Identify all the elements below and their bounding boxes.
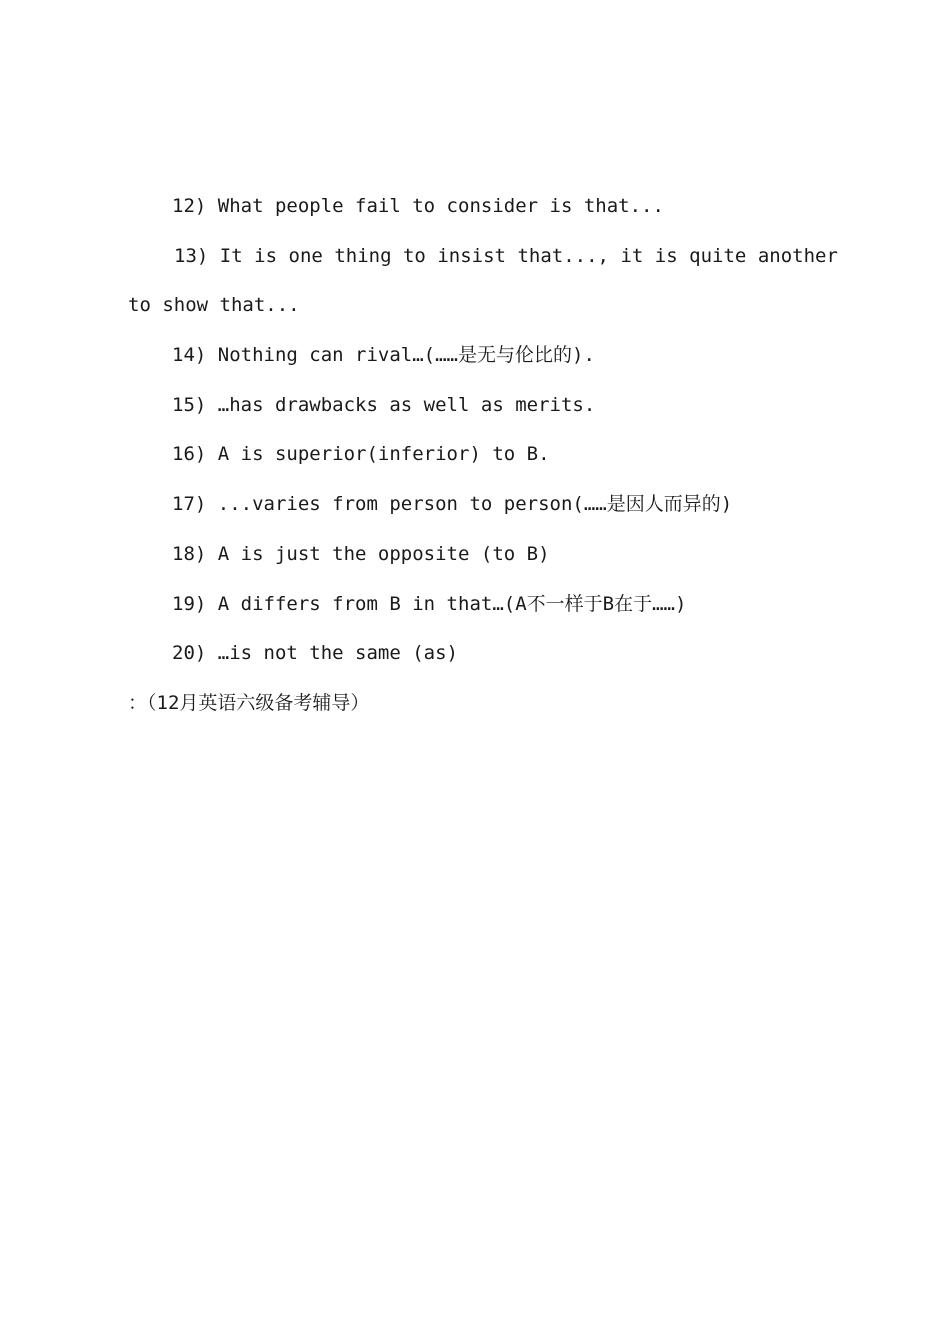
item-word: thing xyxy=(334,244,392,267)
list-item xyxy=(128,387,838,437)
list-item xyxy=(128,337,838,387)
item-word: insist xyxy=(437,244,506,267)
item-text: ...varies from person to person(……是因人而异的) xyxy=(217,493,733,516)
item-word: to xyxy=(402,244,426,267)
item-word: is xyxy=(654,244,678,267)
item-word: It xyxy=(219,244,243,267)
item-word: it xyxy=(620,244,644,267)
list-item xyxy=(128,635,838,685)
item-text: A differs from B in that…(A不一样于B在于……) xyxy=(217,592,687,615)
item-number: 13) xyxy=(174,244,209,267)
item-text: …is not the same (as) xyxy=(217,642,458,665)
item-word: one xyxy=(288,244,323,267)
item-text: Nothing can rival…(……是无与伦比的). xyxy=(217,344,595,367)
item-number: 18) xyxy=(172,542,207,565)
item-number: 12) xyxy=(172,195,207,217)
item-number: 20) xyxy=(172,642,207,665)
item-number: 16) xyxy=(172,443,207,466)
item-text: …has drawbacks as well as merits. xyxy=(217,393,596,416)
item-word: that..., xyxy=(517,244,609,267)
source-note: ：（12月英语六级备考辅导） xyxy=(128,691,370,714)
list-item xyxy=(128,586,838,636)
list-item xyxy=(128,486,838,536)
item-number: 14) xyxy=(172,344,207,367)
list-item xyxy=(128,436,838,486)
list-item xyxy=(128,188,838,238)
list-item xyxy=(128,536,838,586)
list-item xyxy=(128,238,838,288)
item-word: another xyxy=(757,244,838,267)
list-item-continuation xyxy=(128,287,838,337)
item-number: 15) xyxy=(172,393,207,416)
item-number: 19) xyxy=(172,592,207,615)
item-word: is xyxy=(254,244,278,267)
document-content xyxy=(128,188,838,735)
item-number: 17) xyxy=(172,493,207,516)
item-word: quite xyxy=(689,244,747,267)
item-text: A is just the opposite (to B) xyxy=(217,542,550,565)
item-text: What people fail to consider is that... xyxy=(217,195,664,217)
item-text: A is superior(inferior) to B. xyxy=(217,443,550,466)
item-text-continuation: to show that... xyxy=(128,294,300,317)
